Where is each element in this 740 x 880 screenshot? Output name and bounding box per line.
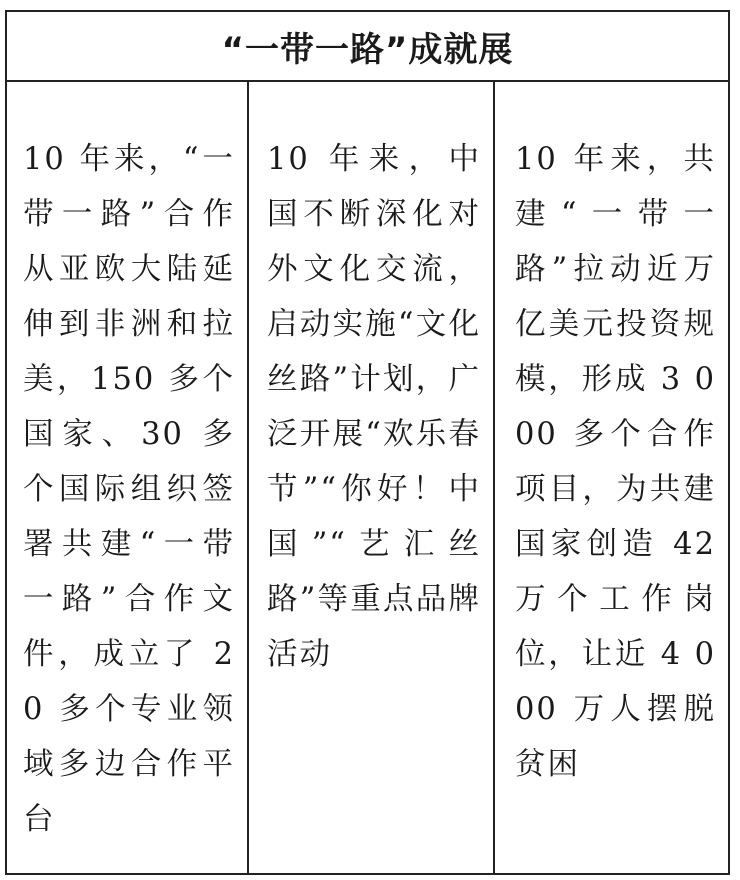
column-economy (495, 82, 728, 873)
column-culture (249, 82, 495, 873)
column-culture-text: 10 年来，中国不断深化对外文化交流，启动实施“文化丝路”计划，广泛开展“欢乐春节”“你好！中国”“艺汇丝路”等重点品牌活动 (267, 142, 481, 672)
table-body-row (7, 82, 728, 873)
column-cooperation (7, 82, 249, 873)
table-header-row (7, 12, 728, 82)
column-cooperation-text: 10 年来，“一带一路”合作从亚欧大陆延伸到非洲和拉美，150 多个国家、30 多个国际组织签署共建“一带一路”合作文件，成立了 20 多个专业领域多边合作平台 (23, 142, 235, 837)
achievement-table (5, 10, 730, 875)
column-economy-text: 10 年来，共建“一带一路”拉动近万亿美元投资规模，形成 3 000 多个合作项目，为共建国家创造 42 万个工作岗位，让近 4 000 万人摆脱贫困 (515, 142, 716, 782)
table-title: “一带一路”成就展 (221, 29, 514, 70)
